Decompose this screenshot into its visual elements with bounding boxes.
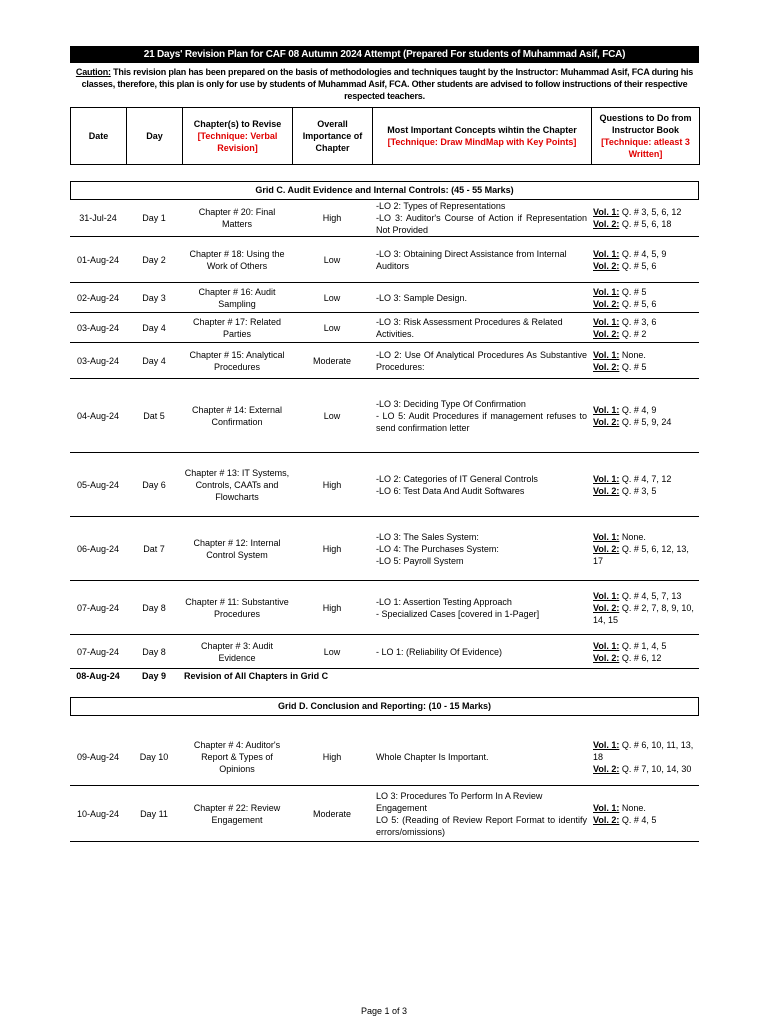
vol2-questions: Q. # 2, 7, 8, 9, 10, 14, 15 bbox=[593, 602, 694, 625]
table-row bbox=[70, 730, 699, 786]
row-day: Dat 7 bbox=[126, 517, 182, 581]
row-concepts bbox=[372, 237, 591, 283]
header-chapter bbox=[183, 108, 293, 165]
table-row bbox=[70, 379, 699, 453]
concept-line: -LO 2: Categories of IT General Controls bbox=[376, 473, 538, 484]
row-importance: High bbox=[292, 730, 372, 786]
vol2-line bbox=[593, 485, 697, 497]
vol2-line bbox=[593, 218, 697, 230]
revision-date: 08-Aug-24 bbox=[76, 670, 120, 681]
header-questions bbox=[592, 108, 700, 165]
vol1-label: Vol. 1: bbox=[593, 473, 620, 484]
table-row bbox=[70, 635, 699, 669]
row-day: Day 4 bbox=[126, 313, 182, 343]
row-day: Dat 5 bbox=[126, 379, 182, 453]
row-chapter: Chapter # 14: External Confirmation bbox=[182, 379, 292, 453]
row-day: Day 1 bbox=[126, 200, 182, 237]
row-chapter: Chapter # 20: Final Matters bbox=[182, 200, 292, 237]
header-questions-label: Questions to Do from Instructor Book bbox=[599, 113, 692, 135]
row-concepts bbox=[372, 379, 591, 453]
table-row bbox=[70, 283, 699, 313]
vol1-label: Vol. 1: bbox=[593, 207, 620, 217]
row-questions bbox=[591, 786, 699, 842]
page-footer: Page 1 of 3 bbox=[360, 1006, 408, 1016]
row-questions bbox=[591, 200, 699, 237]
concept-line: -LO 3: Risk Assessment Procedures & Related Activities. bbox=[376, 316, 563, 339]
vol1-questions: Q. # 3, 5, 6, 12 bbox=[619, 207, 682, 217]
table-row bbox=[70, 517, 699, 581]
row-concepts bbox=[372, 581, 591, 635]
row-day: Day 3 bbox=[126, 283, 182, 313]
vol2-label: Vol. 2: bbox=[593, 652, 620, 663]
row-day: Day 11 bbox=[126, 786, 182, 842]
concept-line: -LO 5: Payroll System bbox=[376, 555, 464, 566]
row-importance: Low bbox=[292, 635, 372, 669]
vol1-line bbox=[593, 802, 697, 814]
row-importance: High bbox=[292, 453, 372, 517]
table-row bbox=[70, 453, 699, 517]
concept-line: -LO 4: The Purchases System: bbox=[376, 543, 499, 554]
row-importance: Low bbox=[292, 237, 372, 283]
concept-line: Whole Chapter Is Important. bbox=[376, 752, 489, 763]
vol1-questions: Q. # 1, 4, 5 bbox=[619, 640, 667, 651]
row-importance: Moderate bbox=[292, 343, 372, 379]
revision-plan-page bbox=[70, 46, 699, 842]
vol2-questions: Q. # 2 bbox=[619, 328, 647, 339]
vol1-line bbox=[593, 590, 697, 602]
row-importance: High bbox=[292, 517, 372, 581]
vol2-line bbox=[593, 543, 697, 567]
vol1-questions: None. bbox=[619, 349, 646, 360]
vol1-label: Vol. 1: bbox=[593, 802, 620, 813]
vol2-label: Vol. 2: bbox=[593, 260, 620, 271]
grid-c-table bbox=[70, 200, 699, 683]
concept-line: - Specialized Cases [covered in 1-Pager] bbox=[376, 608, 540, 619]
header-chapter-label: Chapter(s) to Revise bbox=[193, 119, 282, 129]
vol1-line bbox=[593, 531, 697, 543]
row-chapter: Chapter # 18: Using the Work of Others bbox=[182, 237, 292, 283]
row-date: 02-Aug-24 bbox=[70, 283, 126, 313]
concept-line: -LO 3: Obtaining Direct Assistance from Internal Auditors bbox=[376, 248, 567, 271]
row-importance: Moderate bbox=[292, 786, 372, 842]
vol1-label: Vol. 1: bbox=[593, 349, 620, 360]
header-chapter-technique: [Technique: Verbal Revision] bbox=[197, 131, 278, 153]
row-concepts bbox=[372, 343, 591, 379]
vol2-questions: Q. # 7, 10, 14, 30 bbox=[619, 764, 692, 775]
vol2-questions: Q. # 3, 5 bbox=[619, 485, 657, 496]
vol2-questions: Q. # 4, 5 bbox=[619, 814, 657, 825]
vol1-label: Vol. 1: bbox=[593, 590, 620, 601]
row-chapter: Chapter # 22: Review Engagement bbox=[182, 786, 292, 842]
vol2-label: Vol. 2: bbox=[593, 298, 620, 309]
revision-row bbox=[70, 669, 699, 683]
row-date: 01-Aug-24 bbox=[70, 237, 126, 283]
row-concepts bbox=[372, 283, 591, 313]
vol2-questions: Q. # 5, 6 bbox=[619, 260, 657, 271]
row-questions bbox=[591, 730, 699, 786]
vol2-line bbox=[593, 298, 697, 310]
concept-line: LO 3: Procedures To Perform In A Review Engagement bbox=[376, 790, 543, 813]
header-table bbox=[70, 107, 700, 165]
row-questions bbox=[591, 237, 699, 283]
row-questions bbox=[591, 453, 699, 517]
vol2-label: Vol. 2: bbox=[593, 764, 620, 775]
concept-line: - LO 1: (Reliability Of Evidence) bbox=[376, 646, 503, 657]
vol1-line bbox=[593, 404, 697, 416]
row-chapter: Chapter # 16: Audit Sampling bbox=[182, 283, 292, 313]
row-questions bbox=[591, 313, 699, 343]
concept-line: LO 5: (Reading of Review Report Format to identify errors/omissions) bbox=[376, 814, 587, 837]
row-day: Day 4 bbox=[126, 343, 182, 379]
row-concepts bbox=[372, 730, 591, 786]
vol2-questions: Q. # 5, 6 bbox=[619, 298, 657, 309]
vol1-line bbox=[593, 248, 697, 260]
row-chapter: Chapter # 17: Related Parties bbox=[182, 313, 292, 343]
caution-note bbox=[70, 66, 699, 102]
row-day: Day 2 bbox=[126, 237, 182, 283]
row-chapter: Chapter # 3: Audit Evidence bbox=[182, 635, 292, 669]
concept-line: -LO 3: Sample Design. bbox=[376, 292, 468, 303]
concept-line: -LO 3: The Sales System: bbox=[376, 531, 479, 542]
row-questions bbox=[591, 517, 699, 581]
caution-text: This revision plan has been prepared on the basis of methodologies and techniques taught by the Instructor: Muhammad Asif, FCA during his classes, therefore, this plan is only for use by students of Muhammad Asif, FCA. Other students are advised to follow instructions of their respective respected teachers. bbox=[81, 67, 694, 101]
row-importance: High bbox=[292, 200, 372, 237]
row-date: 09-Aug-24 bbox=[70, 730, 126, 786]
row-date: 03-Aug-24 bbox=[70, 343, 126, 379]
caution-label: Caution: bbox=[75, 67, 111, 77]
vol2-label: Vol. 2: bbox=[593, 328, 620, 339]
row-concepts bbox=[372, 313, 591, 343]
document-title: 21 Days' Revision Plan for CAF 08 Autumn 2024 Attempt (Prepared For students of Muhammad Asif, FCA) bbox=[70, 46, 699, 63]
vol2-line bbox=[593, 260, 697, 272]
header-date: Date bbox=[71, 108, 127, 165]
vol2-label: Vol. 2: bbox=[593, 361, 620, 372]
concept-line: -LO 2: Use Of Analytical Procedures As Substantive Procedures: bbox=[376, 349, 587, 372]
vol2-line bbox=[593, 361, 697, 373]
vol1-line bbox=[593, 739, 697, 763]
vol1-questions: None. bbox=[619, 531, 646, 542]
vol2-label: Vol. 2: bbox=[593, 602, 620, 613]
vol1-label: Vol. 1: bbox=[593, 316, 620, 327]
vol2-questions: Q. # 5, 6, 12, 13, 17 bbox=[593, 543, 689, 566]
row-date: 07-Aug-24 bbox=[70, 581, 126, 635]
row-questions bbox=[591, 379, 699, 453]
row-questions bbox=[591, 581, 699, 635]
vol1-label: Vol. 1: bbox=[593, 248, 620, 259]
row-date: 10-Aug-24 bbox=[70, 786, 126, 842]
header-concepts-technique: [Technique: Draw MindMap with Key Points] bbox=[387, 137, 577, 147]
table-row bbox=[70, 313, 699, 343]
header-day: Day bbox=[127, 108, 183, 165]
revision-day: Day 9 bbox=[141, 670, 167, 681]
vol2-questions: Q. # 5 bbox=[619, 361, 647, 372]
vol1-label: Vol. 1: bbox=[593, 286, 620, 297]
row-chapter: Chapter # 4: Auditor's Report & Types of Opinions bbox=[182, 730, 292, 786]
row-questions bbox=[591, 343, 699, 379]
grid-c-title: Grid C. Audit Evidence and Internal Controls: (45 - 55 Marks) bbox=[70, 181, 699, 200]
row-concepts bbox=[372, 517, 591, 581]
row-questions bbox=[591, 635, 699, 669]
vol1-label: Vol. 1: bbox=[593, 404, 620, 415]
vol2-label: Vol. 2: bbox=[593, 543, 620, 554]
header-importance: Overall Importance of Chapter bbox=[293, 108, 373, 165]
vol2-questions: Q. # 5, 9, 24 bbox=[619, 416, 672, 427]
row-concepts bbox=[372, 635, 591, 669]
vol1-line bbox=[593, 473, 697, 485]
row-questions bbox=[591, 283, 699, 313]
vol2-line bbox=[593, 328, 697, 340]
row-date: 07-Aug-24 bbox=[70, 635, 126, 669]
grid-d-table bbox=[70, 730, 699, 843]
table-row bbox=[70, 343, 699, 379]
vol2-label: Vol. 2: bbox=[593, 219, 620, 229]
row-chapter: Chapter # 11: Substantive Procedures bbox=[182, 581, 292, 635]
vol2-label: Vol. 2: bbox=[593, 485, 620, 496]
vol1-questions: Q. # 4, 5, 7, 13 bbox=[619, 590, 682, 601]
row-concepts bbox=[372, 453, 591, 517]
vol1-questions: Q. # 4, 7, 12 bbox=[619, 473, 672, 484]
concept-line: -LO 1: Assertion Testing Approach bbox=[376, 596, 512, 607]
concept-line: -LO 2: Types of Representations bbox=[376, 201, 506, 211]
vol1-questions: None. bbox=[619, 802, 646, 813]
vol1-questions: Q. # 6, 10, 11, 13, 18 bbox=[593, 740, 694, 763]
row-importance: Low bbox=[292, 283, 372, 313]
concept-line: -LO 6: Test Data And Audit Softwares bbox=[376, 485, 525, 496]
vol1-questions: Q. # 3, 6 bbox=[619, 316, 657, 327]
vol1-line bbox=[593, 286, 697, 298]
row-day: Day 8 bbox=[126, 581, 182, 635]
row-day: Day 8 bbox=[126, 635, 182, 669]
row-importance: Low bbox=[292, 313, 372, 343]
vol2-line bbox=[593, 652, 697, 664]
row-date: 06-Aug-24 bbox=[70, 517, 126, 581]
vol1-line bbox=[593, 316, 697, 328]
vol1-questions: Q. # 5 bbox=[619, 286, 647, 297]
row-date: 05-Aug-24 bbox=[70, 453, 126, 517]
row-chapter: Chapter # 12: Internal Control System bbox=[182, 517, 292, 581]
vol2-questions: Q. # 6, 12 bbox=[619, 652, 662, 663]
table-row bbox=[70, 581, 699, 635]
vol1-line bbox=[593, 206, 697, 218]
concept-line: - LO 5: Audit Procedures if management refuses to send confirmation letter bbox=[376, 410, 587, 433]
vol1-questions: Q. # 4, 9 bbox=[619, 404, 657, 415]
table-row bbox=[70, 237, 699, 283]
vol2-label: Vol. 2: bbox=[593, 416, 620, 427]
row-importance: High bbox=[292, 581, 372, 635]
row-day: Day 6 bbox=[126, 453, 182, 517]
vol2-label: Vol. 2: bbox=[593, 814, 620, 825]
table-row bbox=[70, 786, 699, 842]
concept-line: -LO 3: Deciding Type Of Confirmation bbox=[376, 398, 526, 409]
row-chapter: Chapter # 13: IT Systems, Controls, CAATs and Flowcharts bbox=[182, 453, 292, 517]
header-questions-technique: [Technique: atleast 3 Written] bbox=[601, 137, 690, 159]
row-concepts bbox=[372, 200, 591, 237]
row-day: Day 10 bbox=[126, 730, 182, 786]
vol1-label: Vol. 1: bbox=[593, 531, 620, 542]
concept-line: -LO 3: Auditor's Course of Action if Representation Not Provided bbox=[376, 213, 587, 235]
vol1-label: Vol. 1: bbox=[593, 740, 620, 751]
vol1-line bbox=[593, 349, 697, 361]
vol2-questions: Q. # 5, 6, 18 bbox=[619, 219, 672, 229]
table-row bbox=[70, 200, 699, 237]
header-concepts-label: Most Important Concepts wihtin the Chapter bbox=[387, 125, 577, 135]
vol2-line bbox=[593, 763, 697, 775]
row-date: 04-Aug-24 bbox=[70, 379, 126, 453]
grid-d-title: Grid D. Conclusion and Reporting: (10 - 15 Marks) bbox=[70, 697, 699, 716]
row-chapter: Chapter # 15: Analytical Procedures bbox=[182, 343, 292, 379]
vol1-label: Vol. 1: bbox=[593, 640, 620, 651]
row-importance: Low bbox=[292, 379, 372, 453]
revision-text: Revision of All Chapters in Grid C bbox=[184, 670, 329, 681]
row-date: 31-Jul-24 bbox=[70, 200, 126, 237]
vol2-line bbox=[593, 416, 697, 428]
row-concepts bbox=[372, 786, 591, 842]
row-date: 03-Aug-24 bbox=[70, 313, 126, 343]
vol2-line bbox=[593, 814, 697, 826]
vol2-line bbox=[593, 602, 697, 626]
vol1-line bbox=[593, 640, 697, 652]
header-concepts bbox=[373, 108, 592, 165]
vol1-questions: Q. # 4, 5, 9 bbox=[619, 248, 667, 259]
